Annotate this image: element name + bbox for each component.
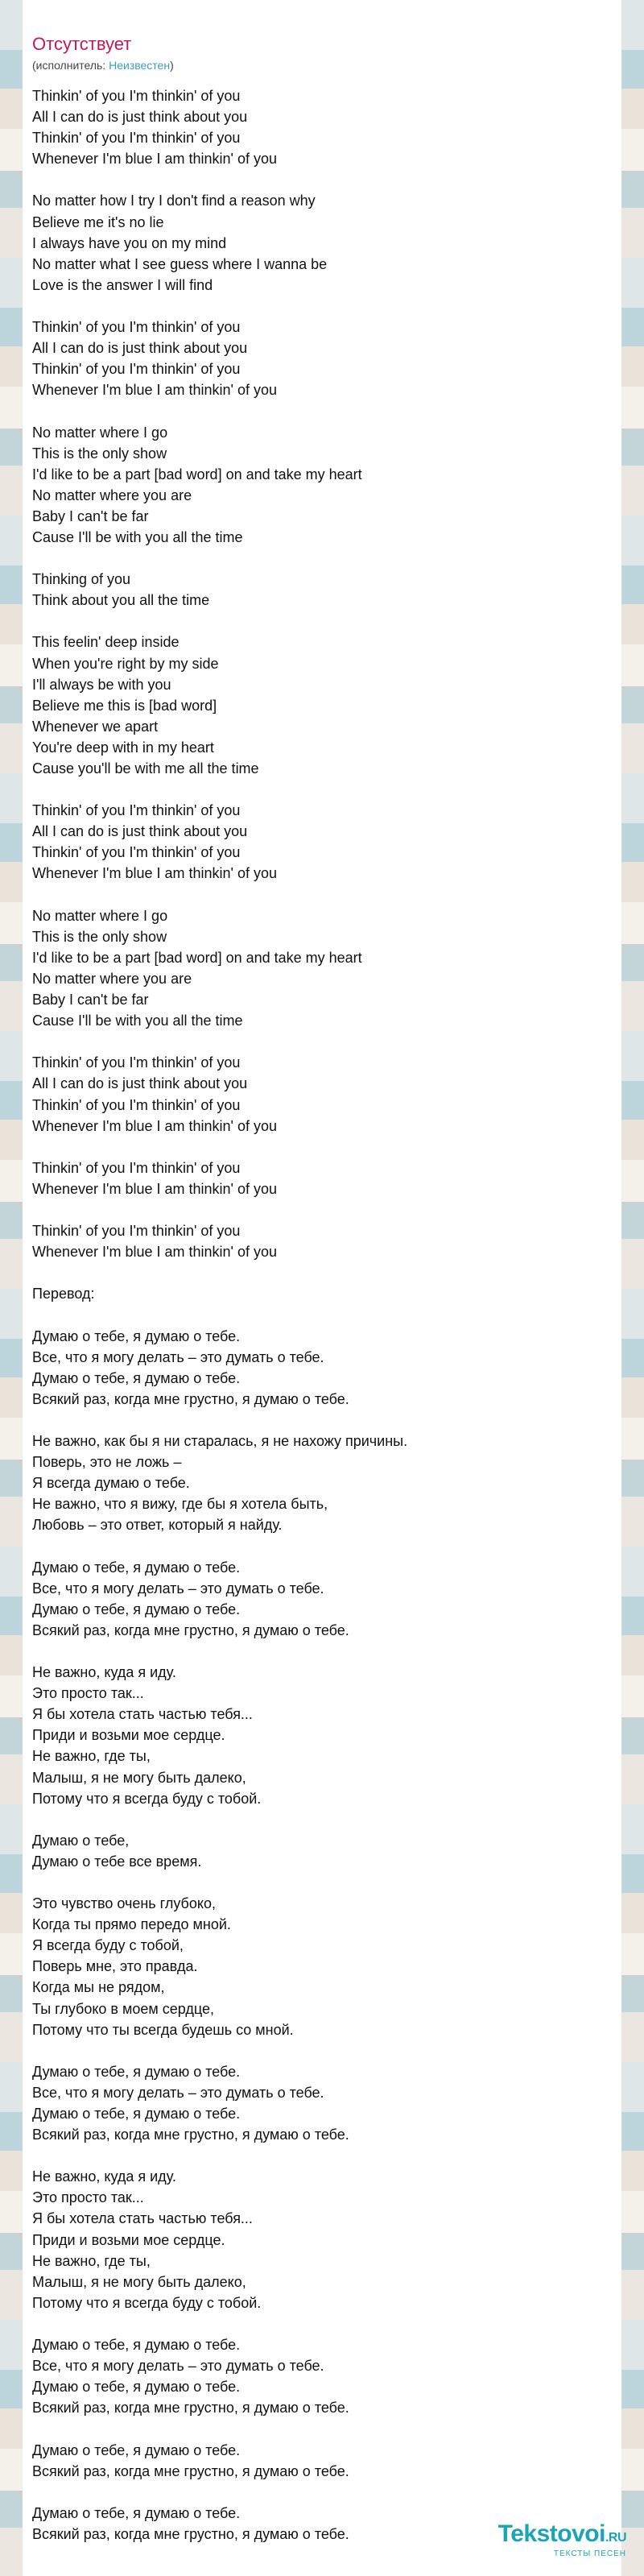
stanza-break bbox=[32, 1031, 612, 1052]
stanza-break bbox=[32, 779, 612, 800]
lyric-line: Не важно, куда я иду. bbox=[32, 1664, 176, 1681]
logo-wordmark bbox=[498, 2521, 626, 2551]
lyric-line: All I can do is just think about you bbox=[32, 1075, 248, 1092]
lyric-line: I'd like to be a part [bad word] on and take my heart bbox=[32, 949, 362, 966]
lyric-line: Love is the answer I will find bbox=[32, 276, 213, 293]
lyric-line: Я бы хотела стать частью тебя... bbox=[32, 2210, 253, 2227]
lyric-line: Все, что я могу делать – это думать о тебе. bbox=[32, 2084, 324, 2101]
stanza-break bbox=[32, 548, 612, 569]
lyric-line: Я всегда буду с тобой, bbox=[32, 1937, 184, 1954]
lyric-line: Когда мы не рядом, bbox=[32, 1979, 165, 1996]
stanza-break bbox=[32, 611, 612, 632]
lyric-line: Всякий раз, когда мне грустно, я думаю о тебе. bbox=[32, 2525, 349, 2542]
lyric-line: Все, что я могу делать – это думать о тебе. bbox=[32, 1580, 324, 1597]
lyric-line: Thinkin' of you I'm thinkin' of you bbox=[32, 844, 241, 861]
lyric-line: Думаю о тебе, я думаю о тебе. bbox=[32, 1327, 241, 1344]
lyric-line: Всякий раз, когда мне грустно, я думаю о тебе. bbox=[32, 1621, 349, 1638]
lyric-line: Всякий раз, когда мне грустно, я думаю о тебе. bbox=[32, 1390, 349, 1407]
lyric-line: No matter where you are bbox=[32, 487, 192, 503]
lyric-line: Thinking of you bbox=[32, 571, 131, 588]
lyric-line: This is the only show bbox=[32, 928, 167, 945]
lyric-line: I'd like to be a part [bad word] on and take my heart bbox=[32, 466, 362, 482]
lyric-line: Думаю о тебе, я думаю о тебе. bbox=[32, 2106, 241, 2122]
stanza-break bbox=[32, 296, 612, 317]
lyric-line: Thinkin' of you I'm thinkin' of you bbox=[32, 1096, 241, 1113]
lyric-line: Thinkin' of you I'm thinkin' of you bbox=[32, 88, 241, 104]
content-panel bbox=[23, 0, 621, 2576]
stanza-break bbox=[32, 2482, 612, 2503]
lyric-line: Потому что я всегда буду с тобой. bbox=[32, 1790, 262, 1807]
lyric-line: Это чувство очень глубоко, bbox=[32, 1895, 216, 1912]
lyric-line: Thinkin' of you I'm thinkin' of you bbox=[32, 130, 241, 147]
lyric-line: Baby I can't be far bbox=[32, 507, 149, 524]
lyric-line: Ты глубоко в моем сердце, bbox=[32, 2000, 214, 2017]
lyric-line: Всякий раз, когда мне грустно, я думаю о тебе. bbox=[32, 2400, 349, 2417]
lyric-line: This feelin' deep inside bbox=[32, 634, 180, 651]
lyric-line: Когда ты прямо передо мной. bbox=[32, 1916, 231, 1933]
lyric-line: When you're right by my side bbox=[32, 655, 219, 672]
lyric-line: Believe me it's no lie bbox=[32, 213, 164, 230]
lyric-line: Не важно, как бы я ни старалась, я не нахожу причины. bbox=[32, 1433, 408, 1449]
lyric-line: Думаю о тебе, я думаю о тебе. bbox=[32, 1601, 241, 1617]
stanza-break bbox=[32, 2145, 612, 2166]
lyric-line: Thinkin' of you I'm thinkin' of you bbox=[32, 1159, 241, 1176]
logo-tld: .RU bbox=[605, 2531, 626, 2545]
lyric-line: Все, что я могу делать – это думать о тебе. bbox=[32, 2358, 324, 2375]
lyric-line: Whenever I'm blue I am thinkin' of you bbox=[32, 1117, 278, 1134]
lyric-line: Думаю о тебе все время. bbox=[32, 1853, 202, 1870]
lyric-line: Думаю о тебе, bbox=[32, 1832, 130, 1849]
lyric-line: Это просто так... bbox=[32, 1685, 144, 1702]
lyric-line: Cause I'll be with you all the time bbox=[32, 528, 243, 545]
lyric-line: All I can do is just think about you bbox=[32, 340, 248, 357]
stanza-break bbox=[32, 1410, 612, 1431]
artist-line bbox=[32, 58, 621, 72]
lyric-line: Cause you'll be with me all the time bbox=[32, 760, 259, 777]
lyric-line: Не важно, что я вижу, где бы я хотела быть, bbox=[32, 1496, 328, 1513]
stanza-break bbox=[32, 169, 612, 190]
lyric-line: Whenever I'm blue I am thinkin' of you bbox=[32, 1244, 278, 1261]
lyric-line: Всякий раз, когда мне грустно, я думаю о тебе. bbox=[32, 2127, 349, 2143]
lyric-line: No matter what I see guess where I wanna be bbox=[32, 255, 328, 272]
lyric-line: Думаю о тебе, я думаю о тебе. bbox=[32, 1369, 241, 1386]
lyric-line: I always have you on my mind bbox=[32, 234, 227, 251]
lyric-line: Думаю о тебе, я думаю о тебе. bbox=[32, 2063, 241, 2080]
lyric-line: No matter where you are bbox=[32, 970, 192, 987]
stanza-break bbox=[32, 1535, 612, 1556]
lyric-line: Не важно, куда я иду. bbox=[32, 2168, 176, 2185]
stanza-break bbox=[32, 1137, 612, 1158]
artist-suffix: ) bbox=[170, 59, 174, 72]
song-header bbox=[23, 0, 621, 72]
lyric-line: Перевод: bbox=[32, 1286, 95, 1302]
lyric-line: Думаю о тебе, я думаю о тебе. bbox=[32, 2337, 241, 2354]
lyric-line: Think about you all the time bbox=[32, 592, 210, 609]
lyric-line: Thinkin' of you I'm thinkin' of you bbox=[32, 1223, 241, 1240]
lyric-line: Whenever I'm blue I am thinkin' of you bbox=[32, 1180, 278, 1197]
stanza-break bbox=[32, 1809, 612, 1830]
lyric-line: Всякий раз, когда мне грустно, я думаю о тебе. bbox=[32, 2462, 349, 2479]
stanza-break bbox=[32, 2418, 612, 2439]
lyric-line: Whenever I'm blue I am thinkin' of you bbox=[32, 151, 278, 168]
lyric-line: No matter how I try I don't find a reason why bbox=[32, 193, 316, 209]
lyric-line: Thinkin' of you I'm thinkin' of you bbox=[32, 361, 241, 378]
lyric-line: Приди и возьми мое сердце. bbox=[32, 1727, 225, 1744]
lyric-line: Thinkin' of you I'm thinkin' of you bbox=[32, 1054, 241, 1071]
lyric-line: Поверь мне, это правда. bbox=[32, 1958, 198, 1975]
stanza-break bbox=[32, 1872, 612, 1893]
lyric-line: Baby I can't be far bbox=[32, 992, 149, 1008]
lyric-line: Whenever we apart bbox=[32, 718, 159, 735]
lyric-line: Думаю о тебе, я думаю о тебе. bbox=[32, 1559, 241, 1576]
lyric-line: Believe me this is [bad word] bbox=[32, 697, 217, 714]
lyric-line: Whenever I'm blue I am thinkin' of you bbox=[32, 382, 278, 399]
lyric-line: Не важно, где ты, bbox=[32, 2252, 151, 2269]
artist-link[interactable]: Неизвестен bbox=[109, 59, 171, 72]
lyric-line: Поверь, это не ложь – bbox=[32, 1454, 182, 1471]
stanza-break bbox=[32, 2313, 612, 2334]
stanza-break bbox=[32, 884, 612, 905]
site-logo[interactable] bbox=[498, 2521, 626, 2558]
lyric-line: Thinkin' of you I'm thinkin' of you bbox=[32, 802, 241, 819]
stanza-break bbox=[32, 1262, 612, 1283]
lyric-line: Это просто так... bbox=[32, 2189, 144, 2206]
lyrics-text bbox=[32, 85, 612, 2545]
logo-tagline: ТЕКСТЫ ПЕСЕН bbox=[553, 2549, 626, 2558]
stanza-break bbox=[32, 1199, 612, 1220]
lyric-line: Думаю о тебе, я думаю о тебе. bbox=[32, 2379, 241, 2396]
stanza-break bbox=[32, 1641, 612, 1662]
lyric-line: Любовь – это ответ, который я найду. bbox=[32, 1517, 283, 1534]
lyric-line: Cause I'll be with you all the time bbox=[32, 1013, 243, 1029]
stanza-break bbox=[32, 2040, 612, 2061]
lyric-line: Все, что я могу делать – это думать о тебе. bbox=[32, 1348, 324, 1365]
lyric-line: Я всегда думаю о тебе. bbox=[32, 1475, 190, 1492]
lyric-line: You're deep with in my heart bbox=[32, 739, 214, 756]
lyric-line: All I can do is just think about you bbox=[32, 109, 248, 126]
lyric-line: Малыш, я не могу быть далеко, bbox=[32, 2273, 246, 2290]
logo-name: Tekstovoi bbox=[497, 2520, 605, 2547]
lyric-line: Малыш, я не могу быть далеко, bbox=[32, 1769, 246, 1786]
lyric-line: I'll always be with you bbox=[32, 676, 171, 693]
stanza-break bbox=[32, 400, 612, 421]
artist-prefix: (исполнитель: bbox=[32, 59, 109, 72]
lyric-line: Я бы хотела стать частью тебя... bbox=[32, 1706, 253, 1723]
lyric-line: This is the only show bbox=[32, 445, 167, 462]
lyric-line: Не важно, где ты, bbox=[32, 1748, 151, 1765]
lyric-line: Thinkin' of you I'm thinkin' of you bbox=[32, 319, 241, 336]
song-title: Отсутствует bbox=[32, 34, 132, 54]
lyric-line: Думаю о тебе, я думаю о тебе. bbox=[32, 2504, 241, 2521]
stanza-break bbox=[32, 1304, 612, 1325]
lyric-line: Потому что ты всегда будешь со мной. bbox=[32, 2021, 294, 2038]
lyric-line: Потому что я всегда буду с тобой. bbox=[32, 2294, 262, 2311]
lyric-line: Whenever I'm blue I am thinkin' of you bbox=[32, 865, 278, 882]
lyric-line: No matter where I go bbox=[32, 907, 168, 924]
lyric-line: All I can do is just think about you bbox=[32, 823, 248, 840]
lyric-line: Думаю о тебе, я думаю о тебе. bbox=[32, 2441, 241, 2458]
lyric-line: Приди и возьми мое сердце. bbox=[32, 2231, 225, 2248]
lyric-line: No matter where I go bbox=[32, 424, 168, 441]
